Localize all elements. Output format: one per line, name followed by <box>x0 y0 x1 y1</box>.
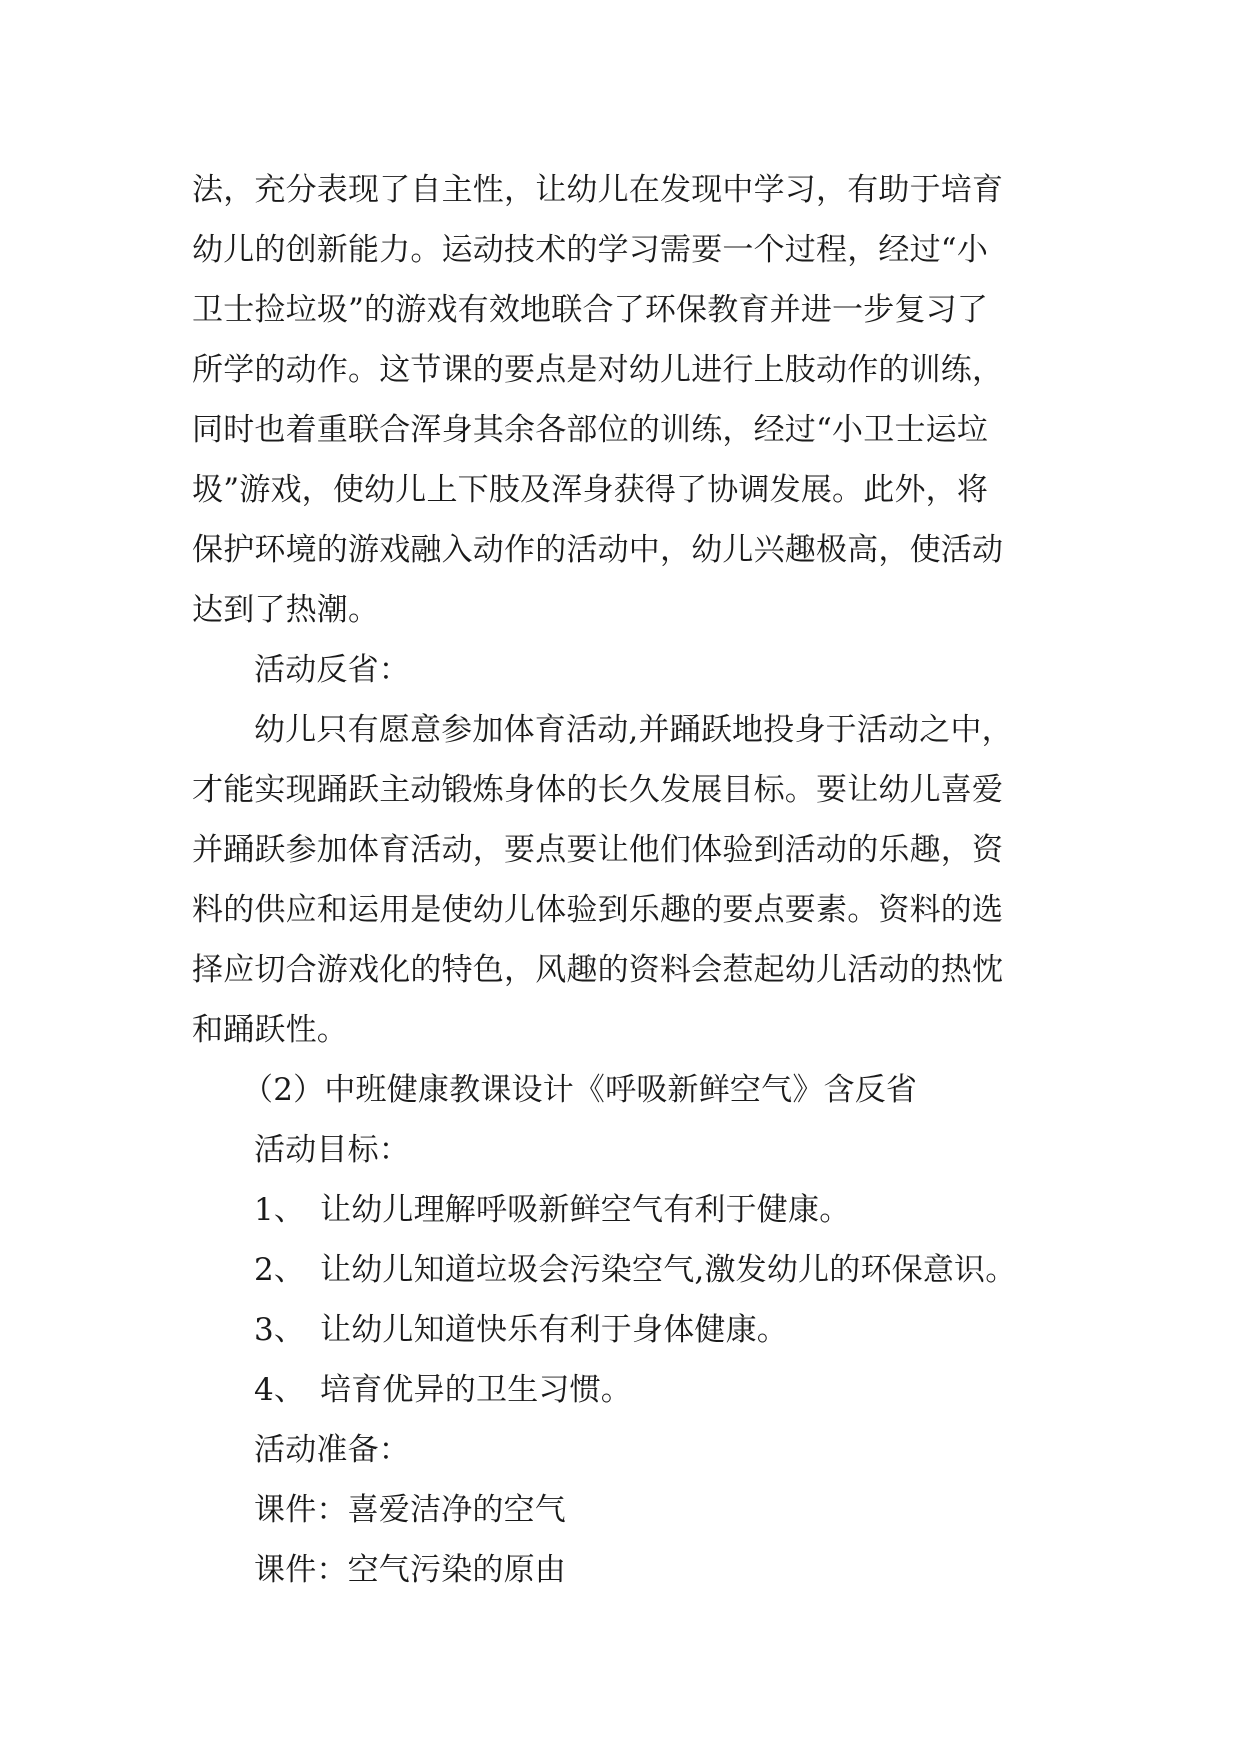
text-line: 所学的动作。这节课的要点是对幼儿进行上肢动作的训练， <box>192 352 1004 388</box>
prep-item: 课件：空气污染的原由 <box>254 1552 566 1588</box>
text-line: 圾”游戏，使幼儿上下肢及浑身获得了协调发展。此外，将 <box>192 472 989 508</box>
text-line: 料的供应和运用是使幼儿体验到乐趣的要点要素。资料的选 <box>192 892 1004 928</box>
list-number: 1、 <box>254 1192 306 1228</box>
text-line: 保护环境的游戏融入动作的活动中，幼儿兴趣极高，使活动 <box>192 532 1004 568</box>
prep-heading: 活动准备： <box>254 1432 410 1468</box>
text-line: 幼儿只有愿意参加体育活动,并踊跃地投身于活动之中， <box>254 712 1013 748</box>
reflection-paragraph <box>192 700 1062 1060</box>
text-line: 幼儿的创新能力。运动技术的学习需要一个过程，经过“小 <box>192 232 989 268</box>
text-line: 和踊跃性。 <box>192 1012 348 1048</box>
goals-list <box>192 1180 1062 1420</box>
document-page <box>192 160 1062 1600</box>
text-line: 择应切合游戏化的特色，风趣的资料会惹起幼儿活动的热忱 <box>192 952 1004 988</box>
list-text: 让幼儿知道快乐有利于身体健康。 <box>320 1312 788 1348</box>
text-line: 并踊跃参加体育活动，要点要让他们体验到活动的乐趣，资 <box>192 832 1004 868</box>
list-number: 4、 <box>254 1372 306 1408</box>
text-line: 达到了热潮。 <box>192 592 380 628</box>
list-item <box>192 1180 1062 1240</box>
reflection-heading: 活动反省： <box>254 652 410 688</box>
text-line: 同时也着重联合浑身其余各部位的训练，经过“小卫士运垃 <box>192 412 989 448</box>
list-text: 让幼儿理解呼吸新鲜空气有利于健康。 <box>320 1192 851 1228</box>
paragraph-continuation <box>192 160 1062 640</box>
list-number: 3、 <box>254 1312 306 1348</box>
list-text: 让幼儿知道垃圾会污染空气,激发幼儿的环保意识。 <box>320 1252 1017 1288</box>
list-text: 培育优异的卫生习惯。 <box>320 1372 632 1408</box>
prep-list <box>192 1480 1062 1600</box>
text-line: 卫士捡垃圾”的游戏有效地联合了环保教育并进一步复习了 <box>192 292 989 328</box>
text-line: 才能实现踊跃主动锻炼身体的长久发展目标。要让幼儿喜爱 <box>192 772 1004 808</box>
text-line: 法，充分表现了自主性，让幼儿在发现中学习，有助于培育 <box>192 172 1004 208</box>
prep-item: 课件：喜爱洁净的空气 <box>254 1492 566 1528</box>
list-item <box>192 1300 1062 1360</box>
list-item <box>192 1360 1062 1420</box>
section-title: （2）中班健康教课设计《呼吸新鲜空气》含反省 <box>242 1072 918 1108</box>
list-item <box>192 1240 1062 1300</box>
goals-heading: 活动目标： <box>254 1132 410 1168</box>
list-number: 2、 <box>254 1252 306 1288</box>
